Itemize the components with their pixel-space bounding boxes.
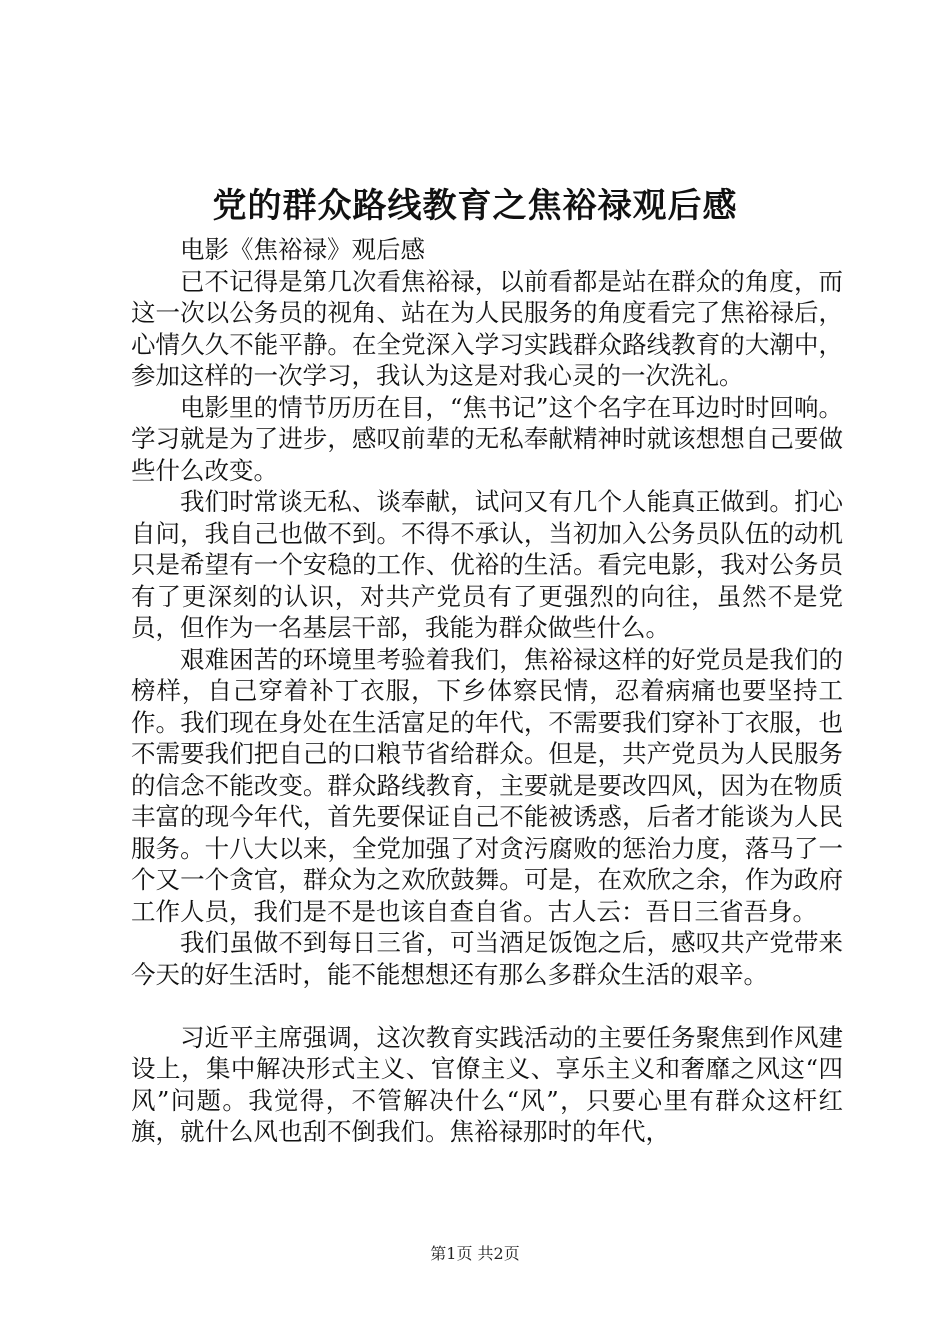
paragraph: 电影里的情节历历在目，“焦书记”这个名字在耳边时时回响。学习就是为了进步，感叹前辈的无私奉献精神时就该想想自己要做些什么改变。 — [131, 392, 843, 485]
paragraph-subtitle: 电影《焦裕禄》观后感 — [180, 235, 425, 264]
document-body — [131, 234, 843, 1148]
page-number-footer: 第1页 共2页 — [430, 1244, 520, 1263]
paragraph: 我们时常谈无私、谈奉献，试问又有几个人能真正做到。扪心自问，我自己也做不到。不得不承认，当初加入公务员队伍的动机只是希望有一个安稳的工作、优裕的生活。看完电影，我对公务员有了更深刻的认识，对共产党员有了更强烈的向往，虽然不是党员，但作为一名基层干部，我能为群众做些什么。 — [131, 487, 843, 642]
document-title: 党的群众路线教育之焦裕禄观后感 — [212, 186, 738, 226]
paragraph: 我们虽做不到每日三省，可当酒足饭饱之后，感叹共产党带来今天的好生活时，能不能想想还有那么多群众生活的艰辛。 — [131, 928, 843, 989]
paragraph: 已不记得是第几次看焦裕禄，以前看都是站在群众的角度，而这一次以公务员的视角、站在为人民服务的角度看完了焦裕禄后，心情久久不能平静。在全党深入学习实践群众路线教育的大潮中，参加这样的一次学习，我认为这是对我心灵的一次洗礼。 — [131, 266, 843, 390]
paragraph: 艰难困苦的环境里考验着我们，焦裕禄这样的好党员是我们的榜样，自己穿着补丁衣服，下乡体察民情，忍着病痛也要坚持工作。我们现在身处在生活富足的年代，不需要我们穿补丁衣服，也不需要我们把自己的口粮节省给群众。但是，共产党员为人民服务的信念不能改变。群众路线教育，主要就是要改四风，因为在物质丰富的现今年代，首先要保证自己不能被诱惑，后者才能谈为人民服务。十八大以来，全党加强了对贪污腐败的惩治力度，落马了一个又一个贪官，群众为之欢欣鼓舞。可是，在欢欣之余，作为政府工作人员，我们是不是也该自查自省。古人云：吾日三省吾身。 — [131, 644, 843, 926]
paragraph: 习近平主席强调，这次教育实践活动的主要任务聚焦到作风建设上，集中解决形式主义、官僚主义、享乐主义和奢靡之风这“四风”问题。我觉得，不管解决什么“风”，只要心里有群众这杆红旗，就什么风也刮不倒我们。焦裕禄那时的年代， — [131, 1022, 843, 1146]
blank-line — [131, 990, 843, 1022]
